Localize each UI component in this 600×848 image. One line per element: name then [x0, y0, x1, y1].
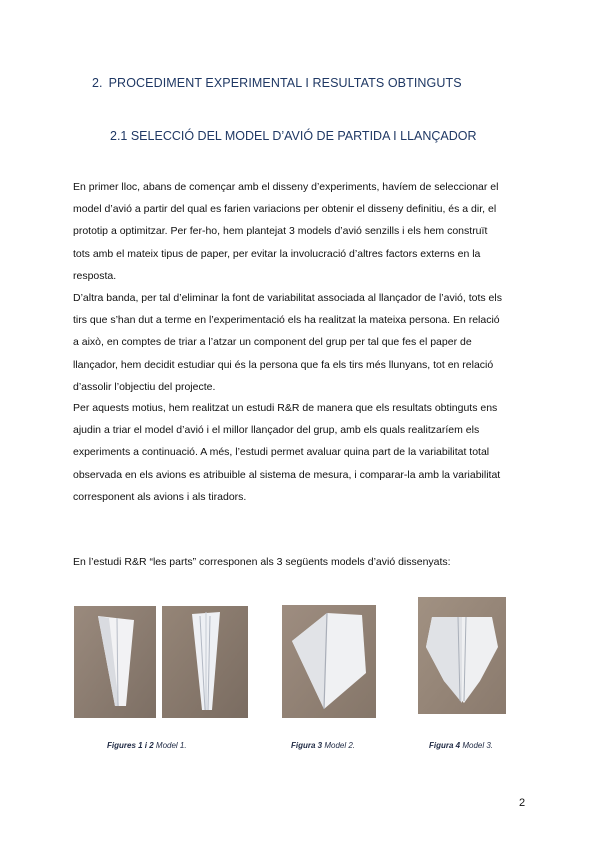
- caption-text: Model 2.: [322, 741, 356, 750]
- text-line: a això, en comptes de triar a l’atzar un component del grup per tal que fes el paper de: [73, 336, 472, 349]
- text-line: tirs que s’han dut a terme en l’experimentació els ha realitzat la mateixa persona. En relació: [73, 314, 500, 327]
- paragraph-motives: [73, 397, 528, 508]
- caption-text: Model 3.: [460, 741, 494, 750]
- paragraph-parts: [73, 551, 528, 573]
- text-line: prototip a optimitzar. Per fer-ho, hem plantejat 3 models d’avió senzills i els hem construït: [73, 225, 488, 238]
- figure-caption-1-2: [107, 741, 187, 750]
- figure-4-photo: [418, 597, 506, 714]
- section-title: PROCEDIMENT EXPERIMENTAL I RESULTATS OBTINGUTS: [108, 76, 462, 90]
- text-line: llançador, hem decidit estudiar qui és la persona que fa els tirs més llunyans, tot en relació: [73, 358, 494, 371]
- caption-label: Figura 3: [291, 741, 323, 750]
- subsection-heading: 2.1 SELECCIÓ DEL MODEL D’AVIÓ DE PARTIDA I LLANÇADOR: [110, 129, 477, 143]
- figure-caption-3: [291, 741, 355, 750]
- page-number: 2: [519, 797, 526, 809]
- text-line: ajudin a triar el model d’avió i el millor llançador del grup, amb els quals realitzaríem els: [73, 424, 480, 437]
- text-line: Per aquests motius, hem realitzat un estudi R&R de manera que els resultats obtinguts ens: [73, 402, 498, 414]
- figure-2-photo: [162, 606, 248, 718]
- figure-1-photo: [74, 606, 156, 718]
- section-heading: [92, 76, 462, 90]
- text-line: corresponent als avions i als tiradors.: [73, 490, 247, 503]
- caption-text: Model 1.: [153, 741, 187, 750]
- text-line: resposta.: [73, 269, 117, 282]
- text-line: En primer lloc, abans de començar amb el disseny d’experiments, havíem de seleccionar el: [73, 181, 499, 193]
- paragraph-intro: [73, 176, 528, 398]
- text-line: D’altra banda, per tal d’eliminar la font de variabilitat associada al llançador de l’avió, tots els: [73, 292, 502, 305]
- text-line: observada en els avions es atribuible al sistema de mesura, i comparar-la amb la variabilitat: [73, 468, 501, 481]
- text-line: En l’estudi R&R “les parts” corresponen als 3 següents models d’avió dissenyats:: [73, 556, 451, 568]
- text-line: tots amb el mateix tipus de paper, per evitar la involucració d’altres factors externs en la: [73, 247, 481, 260]
- figure-caption-4: [429, 741, 493, 750]
- figure-3-photo: [282, 605, 376, 718]
- text-line: experiments a continuació. A més, l’estudi permet avaluar quina part de la variabilitat total: [73, 446, 490, 459]
- caption-label: Figures 1 i 2: [107, 741, 154, 750]
- text-line: d’assolir l’objectiu del projecte.: [73, 380, 216, 393]
- text-line: model d’avió a partir del qual es farien variacions per obtenir el disseny definitiu, és a dir, el: [73, 203, 497, 216]
- caption-label: Figura 4: [429, 741, 461, 750]
- section-number: 2.: [92, 76, 103, 90]
